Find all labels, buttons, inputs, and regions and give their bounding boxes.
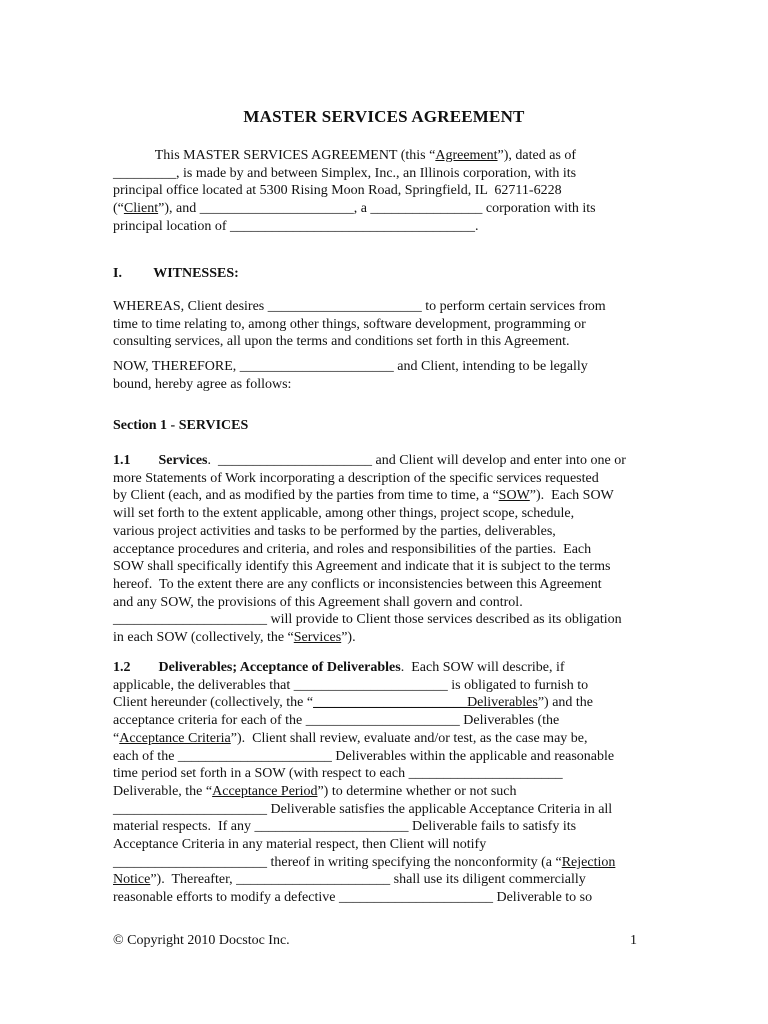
deliverables-text: acceptance criteria for each of the ______________________ Deliverables (the	[113, 713, 560, 729]
deliverables-text: ”). Client shall review, evaluate and/or test, as the case may be,	[230, 730, 588, 746]
services-text: and any SOW, the provisions of this Agreement shall govern and control.	[113, 594, 523, 610]
services-text: will set forth to the extent applicable, among other things, project scope, schedule,	[113, 506, 575, 522]
services-text: acceptance procedures and criteria, and roles and responsibilities of the parties. Each	[113, 541, 592, 557]
defined-term-rejection: Rejection	[561, 854, 616, 870]
deliverables-text: reasonable efforts to modify a defective ______________________ Deliverable to so	[113, 890, 593, 906]
now-therefore-text: NOW, THEREFORE, ______________________ and Client, intending to be legally	[113, 359, 588, 374]
intro-text: ”), and ______________________, a ________________ corporation with its	[158, 201, 596, 217]
intro-text: This MASTER SERVICES AGREEMENT (this “	[113, 148, 436, 163]
defined-term-acceptance-period: Acceptance Period	[212, 783, 318, 799]
defined-term-client: Client	[123, 201, 159, 217]
deliverables-text: ______________________ thereof in writing specifying the nonconformity (a “	[113, 854, 562, 870]
defined-term-services: Services	[293, 630, 342, 646]
services-text: ”). Each SOW	[529, 488, 614, 504]
intro-text: _________, is made by and between Simplex, Inc., an Illinois corporation, with its	[113, 165, 577, 181]
document-title: MASTER SERVICES AGREEMENT	[243, 107, 525, 126]
defined-term-notice: Notice	[113, 872, 151, 888]
witnesses-heading: I. WITNESSES:	[113, 266, 239, 281]
whereas-text: WHEREAS, Client desires ______________________ to perform certain services from	[113, 299, 606, 314]
deliverables-text: ”). Thereafter, ______________________ shall use its diligent commercially	[150, 872, 586, 888]
intro-paragraph	[113, 147, 658, 236]
now-therefore-text: bound, hereby agree as follows:	[113, 376, 292, 392]
deliverables-text: ”) to determine whether or not such	[317, 783, 517, 799]
whereas-paragraph	[113, 298, 658, 351]
intro-text: ”), dated as of	[497, 148, 577, 163]
deliverables-text: each of the ______________________ Deliverables within the applicable and reasonable	[113, 748, 615, 764]
deliverables-paragraph	[113, 659, 658, 907]
now-therefore-paragraph	[113, 358, 658, 393]
deliverables-text: . Each SOW will describe, if	[400, 660, 565, 675]
deliverables-text: “	[113, 730, 120, 746]
services-paragraph	[113, 452, 658, 647]
services-text: . ______________________ and Client will develop and enter into one or	[207, 453, 626, 468]
deliverables-text: Deliverable, the “	[113, 783, 213, 799]
footer-copyright: © Copyright 2010 Docstoc Inc.	[113, 933, 290, 948]
services-text: hereof. To the extent there are any conflicts or inconsistencies between this Agreement	[113, 576, 602, 592]
services-text: ______________________ will provide to Client those services described as its obligation	[113, 612, 622, 628]
services-text: various project activities and tasks to be performed by the parties, deliverables,	[113, 523, 556, 539]
intro-text: principal location of ___________________________________.	[113, 218, 479, 234]
whereas-text: consulting services, all upon the terms and conditions set forth in this Agreement.	[113, 334, 570, 350]
deliverables-text: ”) and the	[537, 695, 594, 711]
deliverables-text: time period set forth in a SOW (with respect to each ______________________	[113, 766, 563, 782]
intro-text: principal office located at 5300 Rising Moon Road, Springfield, IL 62711-6228	[113, 183, 562, 199]
section-1-heading: Section 1 - SERVICES	[113, 418, 249, 433]
defined-term-deliverables: ______________________Deliverables	[313, 695, 538, 711]
defined-term-agreement: Agreement	[435, 148, 498, 163]
services-text: ”).	[341, 630, 356, 646]
deliverables-text: ______________________ Deliverable satisfies the applicable Acceptance Criteria in all	[113, 801, 613, 817]
defined-term-acceptance-criteria: Acceptance Criteria	[119, 730, 231, 746]
services-text: SOW shall specifically identify this Agreement and indicate that it is subject to the terms	[113, 559, 611, 575]
services-text: more Statements of Work incorporating a description of the specific services requested	[113, 470, 599, 486]
deliverables-text: Acceptance Criteria in any material respect, then Client will notify	[113, 837, 487, 853]
intro-text: (“	[113, 201, 124, 217]
defined-term-sow: SOW	[498, 488, 530, 504]
footer-page-number: 1	[630, 933, 637, 948]
services-text: by Client (each, and as modified by the parties from time to time, a “	[113, 488, 499, 504]
deliverables-text: material respects. If any ______________________ Deliverable fails to satisfy its	[113, 819, 577, 835]
deliverables-clause-heading: 1.2 Deliverables; Acceptance of Deliverables	[113, 660, 401, 675]
deliverables-text: applicable, the deliverables that ______________________ is obligated to furnish to	[113, 677, 589, 693]
whereas-text: time to time relating to, among other things, software development, programming or	[113, 316, 586, 332]
services-text: in each SOW (collectively, the “	[113, 630, 294, 646]
deliverables-text: Client hereunder (collectively, the “	[113, 695, 314, 711]
services-clause-heading: 1.1 Services	[113, 453, 208, 468]
